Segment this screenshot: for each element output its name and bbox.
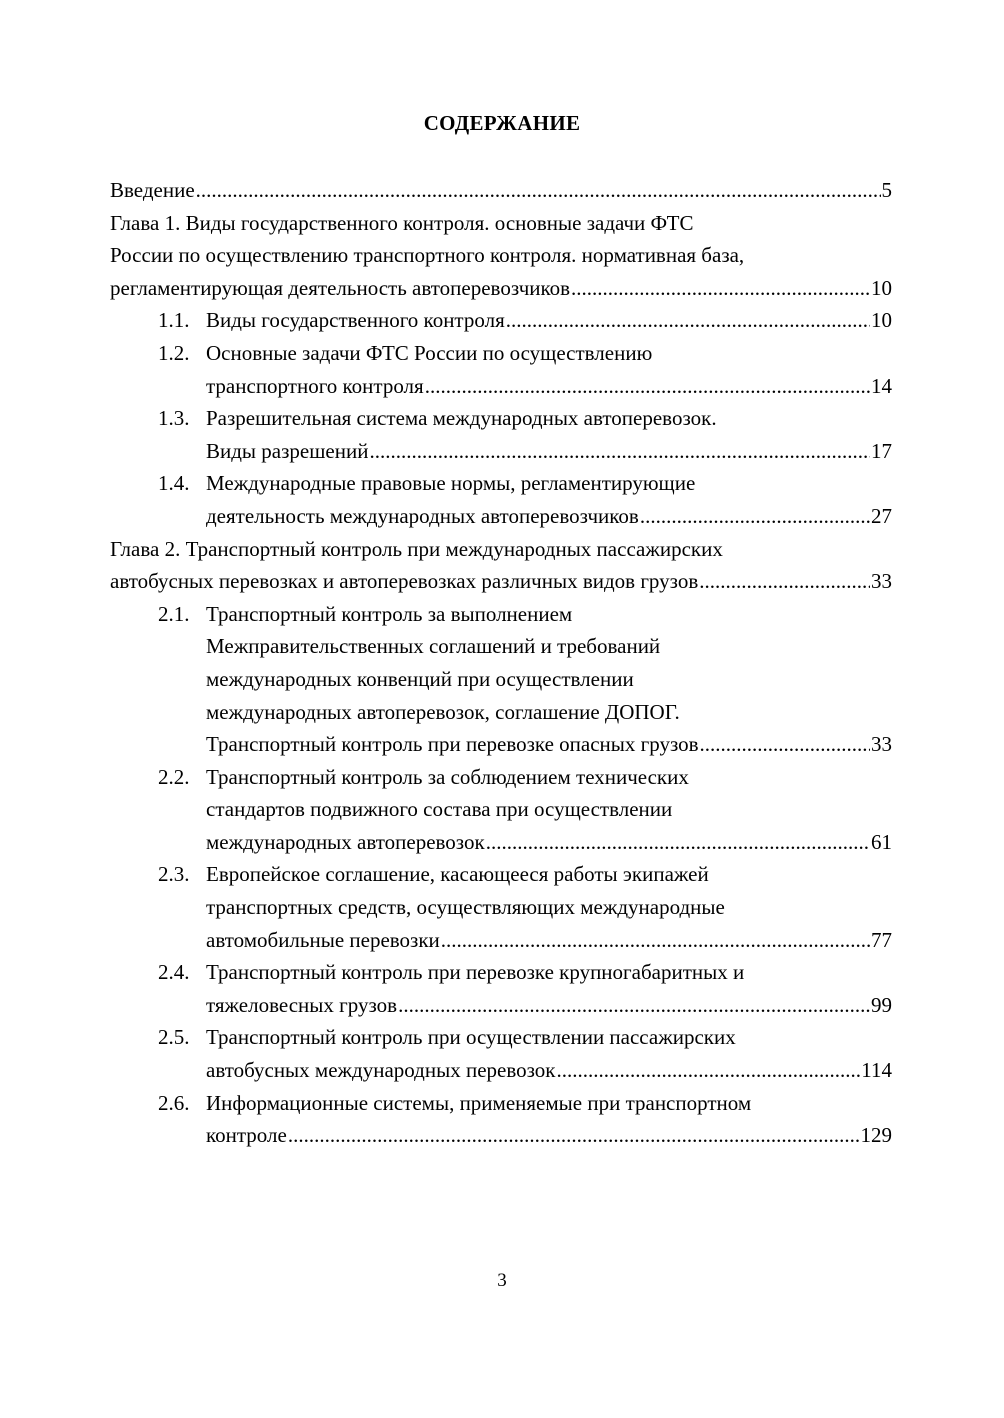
toc-page-reference: 10 bbox=[871, 308, 892, 333]
toc-entry-text-line: Виды разрешений bbox=[206, 438, 369, 463]
toc-subsection-entry bbox=[110, 304, 892, 337]
toc-dot-leader bbox=[369, 435, 870, 468]
toc-dot-leader bbox=[288, 1119, 860, 1152]
toc-entry-text-line: автомобильные перевозки bbox=[206, 927, 440, 952]
toc-dot-leader bbox=[640, 500, 870, 533]
toc-dot-leader bbox=[441, 924, 870, 957]
toc-dot-leader bbox=[196, 174, 881, 207]
toc-subsection-entry bbox=[110, 467, 892, 532]
toc-entry-final-line bbox=[110, 565, 892, 598]
toc-section-number: 2.6. bbox=[158, 1090, 190, 1115]
toc-chapter-entry bbox=[110, 174, 892, 207]
toc-entry-text-line: Введение bbox=[110, 178, 195, 202]
toc-entry-text-line: транспортных средств, осуществляющих международные bbox=[206, 895, 725, 920]
toc-section-number: 1.2. bbox=[158, 340, 190, 365]
page-number: 3 bbox=[497, 1270, 507, 1291]
toc-dot-leader bbox=[700, 728, 870, 761]
toc-page-reference: 129 bbox=[860, 1123, 892, 1148]
toc-section-number: 1.4. bbox=[158, 471, 190, 496]
table-of-contents bbox=[110, 174, 892, 1152]
toc-dot-leader bbox=[571, 272, 870, 305]
toc-subsection-entry bbox=[110, 1087, 892, 1152]
toc-entry-final-line bbox=[206, 728, 892, 761]
toc-section-number: 2.1. bbox=[158, 601, 190, 626]
toc-page-reference: 114 bbox=[861, 1058, 892, 1083]
toc-page-reference: 27 bbox=[871, 503, 892, 528]
toc-page-reference: 77 bbox=[871, 927, 892, 952]
toc-entry-final-line bbox=[206, 435, 892, 468]
toc-entry-text-line: автобусных международных перевозок bbox=[206, 1058, 556, 1083]
toc-entry-text-line: России по осуществлению транспортного контроля. нормативная база, bbox=[110, 243, 745, 268]
toc-entry-final-line bbox=[206, 1119, 892, 1152]
toc-entry-text-line: Международные правовые нормы, регламентирующие bbox=[206, 471, 696, 496]
toc-entry-text-line: Транспортный контроль при перевозке крупногабаритных и bbox=[206, 960, 745, 985]
toc-entry-final-line bbox=[206, 500, 892, 533]
toc-dot-leader bbox=[699, 565, 870, 598]
toc-section-number: 2.2. bbox=[158, 764, 190, 789]
toc-entry-text-line: Европейское соглашение, касающееся работы экипажей bbox=[206, 862, 709, 887]
toc-subsection-entry bbox=[110, 761, 892, 859]
toc-page-reference: 33 bbox=[871, 569, 892, 594]
toc-subsection-entry bbox=[110, 858, 892, 956]
toc-entry-text-line: Транспортный контроль за выполнением bbox=[206, 601, 573, 626]
toc-dot-leader bbox=[556, 1054, 860, 1087]
toc-subsection-entry bbox=[110, 402, 892, 467]
toc-entry-final-line bbox=[110, 174, 892, 207]
toc-subsection-entry bbox=[110, 337, 892, 402]
toc-section-number: 2.3. bbox=[158, 862, 190, 887]
toc-entry-text-line: Транспортный контроль при осуществлении пассажирских bbox=[206, 1025, 736, 1050]
toc-entry-text-line: Глава 2. Транспортный контроль при международных пассажирских bbox=[110, 536, 723, 561]
toc-dot-leader bbox=[486, 826, 870, 859]
toc-subsection-entry bbox=[110, 1021, 892, 1086]
toc-page-reference: 17 bbox=[871, 438, 892, 463]
toc-page-reference: 33 bbox=[871, 732, 892, 757]
toc-entry-text-line: международных автоперевозок bbox=[206, 829, 485, 854]
toc-section-number: 1.3. bbox=[158, 406, 190, 431]
toc-page-reference: 61 bbox=[871, 829, 892, 854]
toc-section-number: 2.5. bbox=[158, 1025, 190, 1050]
toc-entry-final-line bbox=[206, 989, 892, 1022]
toc-entry-text-line: Глава 1. Виды государственного контроля. основные задачи ФТС bbox=[110, 210, 694, 235]
toc-page-reference: 99 bbox=[871, 992, 892, 1017]
toc-entry-text-line: Разрешительная система международных автоперевозок. bbox=[206, 406, 717, 431]
toc-entry-final-line bbox=[206, 924, 892, 957]
toc-entry-text-line: международных автоперевозок, соглашение ДОПОГ. bbox=[206, 699, 680, 724]
toc-entry-final-line bbox=[206, 304, 892, 337]
toc-subsection-entry bbox=[110, 956, 892, 1021]
toc-page-reference: 10 bbox=[871, 275, 892, 300]
toc-entry-final-line bbox=[110, 272, 892, 305]
toc-dot-leader bbox=[425, 370, 870, 403]
toc-entry-final-line bbox=[206, 1054, 892, 1087]
toc-entry-final-line bbox=[206, 826, 892, 859]
toc-entry-text-line: регламентирующая деятельность автоперевозчиков bbox=[110, 275, 571, 300]
toc-entry-text-line: Транспортный контроль за соблюдением технических bbox=[206, 764, 689, 789]
toc-chapter-entry bbox=[110, 207, 892, 305]
toc-entry-text-line: тяжеловесных грузов bbox=[206, 992, 398, 1017]
toc-entry-text-line: Межправительственных соглашений и требований bbox=[206, 634, 661, 659]
toc-entry-final-line bbox=[206, 370, 892, 403]
toc-page-reference: 14 bbox=[871, 373, 892, 398]
toc-entry-text-line: стандартов подвижного состава при осуществлении bbox=[206, 797, 673, 822]
toc-subsection-entry bbox=[110, 598, 892, 761]
toc-dot-leader bbox=[506, 304, 870, 337]
toc-entry-text-line: деятельность международных автоперевозчиков bbox=[206, 503, 639, 528]
toc-chapter-entry bbox=[110, 533, 892, 598]
toc-entry-text-line: транспортного контроля bbox=[206, 373, 424, 398]
toc-entry-text-line: международных конвенций при осуществлении bbox=[206, 666, 634, 691]
toc-dot-leader bbox=[398, 989, 870, 1022]
toc-entry-text-line: Виды государственного контроля bbox=[206, 308, 505, 333]
toc-section-number: 1.1. bbox=[158, 308, 190, 333]
toc-entry-text-line: Транспортный контроль при перевозке опасных грузов bbox=[206, 732, 699, 757]
toc-entry-text-line: контроле bbox=[206, 1123, 287, 1148]
toc-entry-text-line: автобусных перевозках и автоперевозках различных видов грузов bbox=[110, 569, 699, 594]
toc-entry-text-line: Основные задачи ФТС России по осуществлению bbox=[206, 340, 653, 365]
toc-section-number: 2.4. bbox=[158, 960, 190, 985]
toc-page-reference: 5 bbox=[881, 178, 892, 202]
toc-entry-text-line: Информационные системы, применяемые при транспортном bbox=[206, 1090, 752, 1115]
document-title: СОДЕРЖАНИЕ bbox=[423, 111, 581, 135]
